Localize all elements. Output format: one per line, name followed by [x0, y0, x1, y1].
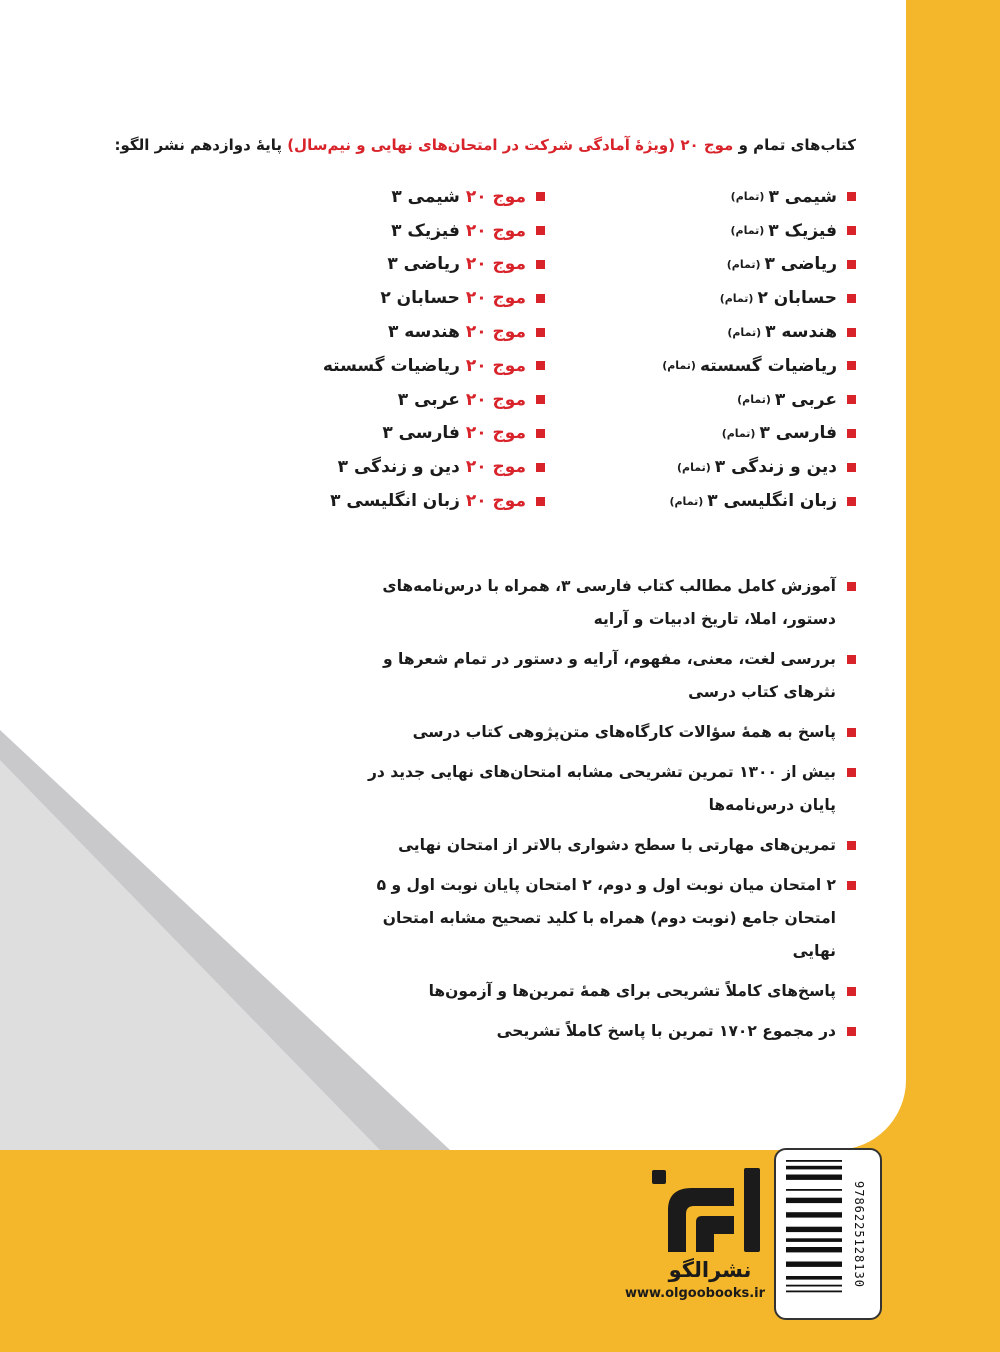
tamam-book-title: دین و زندگی ۳	[714, 457, 837, 478]
tamam-book-title: فارسی ۳	[759, 423, 837, 444]
tamam-book-item	[556, 248, 856, 282]
isbn-barcode	[774, 1148, 882, 1320]
tamam-book-item	[556, 315, 856, 349]
feature-item	[336, 756, 856, 822]
olgoo-logo-icon	[650, 1160, 770, 1260]
feature-text: بیش از ۱۳۰۰ تمرین تشریحی مشابه امتحان‌های نهایی جدید در پایان درس‌نامه‌ها	[367, 763, 836, 814]
moj-book-item	[245, 450, 545, 484]
moj-book-item	[245, 417, 545, 451]
headline-part-1: کتاب‌های تمام و	[733, 136, 856, 154]
tamam-book-item	[556, 484, 856, 518]
red-square-bullet-icon	[847, 260, 856, 269]
headline-moj-label: موج ۲۰	[680, 136, 734, 154]
moj-label: موج ۲۰	[465, 254, 526, 275]
moj-book-title: هندسه ۳	[387, 322, 460, 343]
red-square-bullet-icon	[847, 294, 856, 303]
red-square-bullet-icon	[847, 582, 856, 591]
moj-label: موج ۲۰	[465, 220, 526, 241]
feature-text: پاسخ به همهٔ سؤالات کارگاه‌های متن‌پژوهی کتاب درسی	[412, 723, 836, 741]
feature-item	[336, 975, 856, 1008]
tamam-tag: (تمام)	[727, 325, 762, 339]
red-square-bullet-icon	[536, 294, 545, 303]
tamam-book-title: زبان انگلیسی ۳	[707, 491, 837, 512]
tamam-book-item	[556, 180, 856, 214]
tamam-book-item	[556, 349, 856, 383]
moj-book-title: فیزیک ۳	[391, 220, 460, 241]
red-square-bullet-icon	[536, 395, 545, 404]
red-square-bullet-icon	[847, 226, 856, 235]
feature-item	[336, 643, 856, 709]
tamam-tag: (تمام)	[737, 393, 771, 407]
publisher-name: نشرالگو	[668, 1258, 752, 1282]
moj-label: موج ۲۰	[465, 423, 526, 444]
red-square-bullet-icon	[847, 328, 856, 337]
moj-book-title: عربی ۳	[397, 389, 460, 410]
red-square-bullet-icon	[536, 226, 545, 235]
red-square-bullet-icon	[847, 497, 856, 506]
moj-label: موج ۲۰	[465, 491, 526, 512]
moj-book-item	[245, 248, 545, 282]
tamam-book-item	[556, 383, 856, 417]
red-square-bullet-icon	[847, 361, 856, 370]
website-url[interactable]: www.olgoobooks.ir	[624, 1286, 766, 1301]
red-square-bullet-icon	[847, 395, 856, 404]
moj-label: موج ۲۰	[465, 457, 526, 478]
moj-book-title: حسابان ۲	[380, 288, 460, 309]
tamam-book-title: عربی ۳	[774, 389, 837, 410]
headline-part-4: پایهٔ دوازدهم نشر الگو:	[114, 136, 288, 154]
moj-book-title: شیمی ۳	[391, 186, 460, 207]
red-square-bullet-icon	[847, 655, 856, 664]
tamam-book-title: شیمی ۳	[768, 186, 837, 207]
red-square-bullet-icon	[847, 429, 856, 438]
headline-exam-note: (ویژهٔ آمادگی شرکت در امتحان‌های نهایی و نیم‌سال)	[287, 136, 681, 154]
moj-book-item	[245, 315, 545, 349]
moj-book-title: دین و زندگی ۳	[337, 457, 460, 478]
red-square-bullet-icon	[847, 463, 856, 472]
red-square-bullet-icon	[847, 768, 856, 777]
tamam-book-item	[556, 214, 856, 248]
tamam-tag: (تمام)	[730, 224, 765, 238]
tamam-tag: (تمام)	[662, 359, 696, 373]
moj-book-item	[245, 214, 545, 248]
barcode-icon	[786, 1160, 842, 1308]
moj-book-item	[245, 383, 545, 417]
red-square-bullet-icon	[847, 728, 856, 737]
feature-item	[336, 1015, 856, 1048]
feature-text: در مجموع ۱۷۰۲ تمرین با پاسخ کاملاً تشریحی	[496, 1022, 836, 1040]
moj-book-item	[245, 349, 545, 383]
moj-book-item	[245, 281, 545, 315]
red-square-bullet-icon	[847, 192, 856, 201]
tamam-tag: (تمام)	[730, 190, 765, 204]
tamam-book-item	[556, 450, 856, 484]
moj-label: موج ۲۰	[465, 389, 526, 410]
moj-label: موج ۲۰	[465, 288, 526, 309]
moj-label: موج ۲۰	[465, 355, 526, 376]
tamam-book-title: هندسه ۳	[765, 322, 837, 343]
tamam-book-item	[556, 417, 856, 451]
tamam-book-item	[556, 281, 856, 315]
moj-book-list	[245, 180, 545, 518]
isbn-number: 9786225128130	[852, 1180, 866, 1288]
red-square-bullet-icon	[847, 881, 856, 890]
moj-book-item	[245, 180, 545, 214]
tamam-tag: (تمام)	[726, 257, 761, 271]
moj-book-title: ریاضی ۳	[387, 254, 460, 275]
red-square-bullet-icon	[536, 463, 545, 472]
feature-item	[336, 829, 856, 862]
moj-book-title: ریاضیات گسسته	[322, 355, 460, 376]
red-square-bullet-icon	[847, 841, 856, 850]
tamam-book-title: حسابان ۲	[757, 288, 837, 309]
tamam-book-title: فیزیک ۳	[768, 220, 837, 241]
moj-book-item	[245, 484, 545, 518]
red-square-bullet-icon	[847, 1027, 856, 1036]
tamam-tag: (تمام)	[669, 494, 704, 508]
tamam-book-title: ریاضیات گسسته	[699, 355, 837, 376]
moj-book-title: فارسی ۳	[382, 423, 460, 444]
red-square-bullet-icon	[536, 361, 545, 370]
feature-item	[336, 869, 856, 968]
red-square-bullet-icon	[536, 497, 545, 506]
red-square-bullet-icon	[536, 328, 545, 337]
tamam-tag: (تمام)	[721, 426, 756, 440]
feature-text: ۲ امتحان میان نوبت اول و دوم، ۲ امتحان پایان نوبت اول و ۵ امتحان جامع (نوبت دوم) همراه با کلید تصحیح مشابه امتحان نهایی	[376, 876, 836, 960]
moj-book-title: زبان انگلیسی ۳	[330, 491, 460, 512]
headline	[114, 136, 856, 154]
feature-text: آموزش کامل مطالب کتاب فارسی ۳، همراه با درس‌نامه‌های دستور، املا، تاریخ ادبیات و آرایه	[382, 577, 836, 628]
moj-label: موج ۲۰	[465, 186, 526, 207]
red-square-bullet-icon	[536, 260, 545, 269]
red-square-bullet-icon	[847, 987, 856, 996]
tamam-book-list	[556, 180, 856, 518]
tamam-tag: (تمام)	[719, 291, 754, 305]
tamam-book-title: ریاضی ۳	[764, 254, 837, 275]
feature-item	[336, 570, 856, 636]
moj-label: موج ۲۰	[465, 322, 526, 343]
feature-list	[336, 570, 856, 1055]
red-square-bullet-icon	[536, 192, 545, 201]
feature-text: تمرین‌های مهارتی با سطح دشواری بالاتر از امتحان نهایی	[398, 836, 836, 854]
feature-item	[336, 716, 856, 749]
tamam-tag: (تمام)	[677, 460, 711, 474]
red-square-bullet-icon	[536, 429, 545, 438]
feature-text: بررسی لغت، معنی، مفهوم، آرایه و دستور در تمام شعرها و نثرهای کتاب درسی	[382, 650, 836, 701]
feature-text: پاسخ‌های کاملاً تشریحی برای همهٔ تمرین‌ها و آزمون‌ها	[428, 982, 836, 1000]
